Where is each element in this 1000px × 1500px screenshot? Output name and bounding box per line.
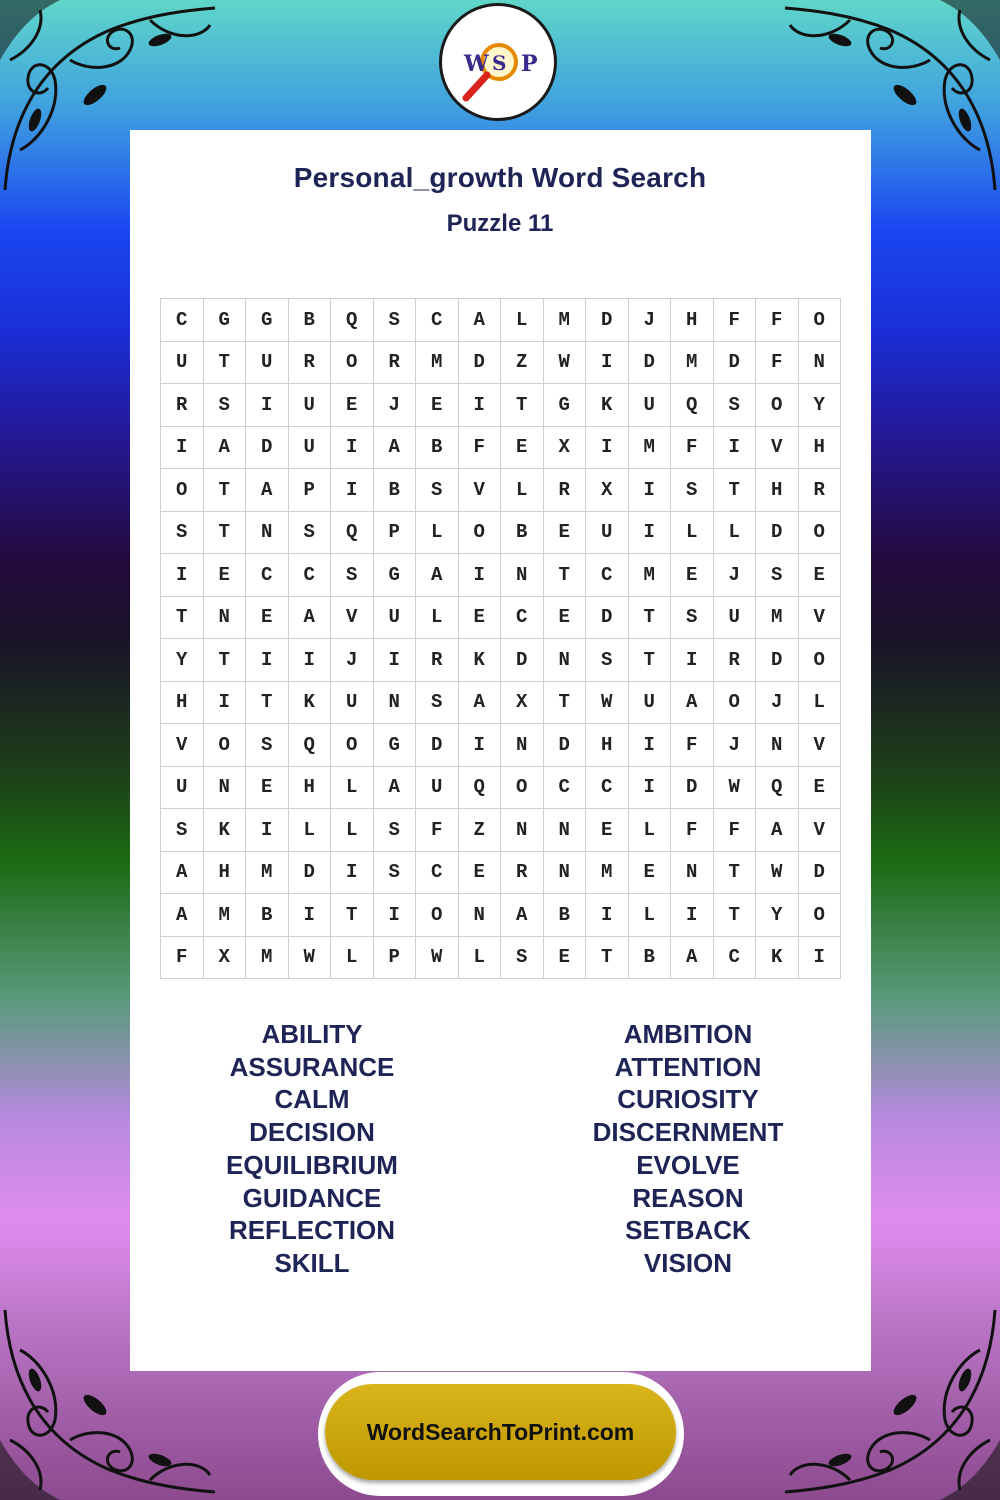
- grid-cell[interactable]: N: [501, 724, 544, 767]
- grid-cell[interactable]: I: [459, 724, 502, 767]
- grid-cell[interactable]: E: [459, 597, 502, 640]
- grid-cell[interactable]: L: [671, 512, 714, 555]
- grid-cell[interactable]: L: [331, 767, 374, 810]
- grid-cell[interactable]: S: [501, 937, 544, 980]
- grid-cell[interactable]: P: [374, 937, 417, 980]
- grid-cell[interactable]: W: [756, 852, 799, 895]
- grid-cell[interactable]: Q: [459, 767, 502, 810]
- grid-cell[interactable]: Q: [671, 384, 714, 427]
- grid-cell[interactable]: E: [544, 937, 587, 980]
- grid-cell[interactable]: D: [756, 639, 799, 682]
- grid-cell[interactable]: E: [501, 427, 544, 470]
- grid-cell[interactable]: S: [416, 469, 459, 512]
- grid-cell[interactable]: M: [544, 299, 587, 342]
- grid-cell[interactable]: H: [161, 682, 204, 725]
- grid-cell[interactable]: D: [544, 724, 587, 767]
- word-list-item: EQUILIBRIUM: [226, 1149, 398, 1180]
- grid-cell[interactable]: O: [799, 299, 842, 342]
- grid-cell[interactable]: X: [204, 937, 247, 980]
- word-list-item: REFLECTION: [228, 1215, 396, 1246]
- grid-cell[interactable]: E: [544, 512, 587, 555]
- grid-cell[interactable]: B: [246, 894, 289, 937]
- grid-cell[interactable]: I: [246, 809, 289, 852]
- grid-cell[interactable]: P: [374, 512, 417, 555]
- grid-cell[interactable]: C: [161, 299, 204, 342]
- grid-cell[interactable]: O: [331, 724, 374, 767]
- grid-cell[interactable]: S: [671, 597, 714, 640]
- grid-cell[interactable]: L: [501, 469, 544, 512]
- grid-cell[interactable]: G: [204, 299, 247, 342]
- grid-cell[interactable]: I: [289, 639, 332, 682]
- grid-cell[interactable]: O: [161, 469, 204, 512]
- grid-cell[interactable]: K: [204, 809, 247, 852]
- grid-cell[interactable]: C: [289, 554, 332, 597]
- grid-cell[interactable]: U: [374, 597, 417, 640]
- grid-cell[interactable]: F: [756, 342, 799, 385]
- grid-cell[interactable]: L: [289, 809, 332, 852]
- word-list-item: CURIOSITY: [617, 1084, 759, 1115]
- grid-cell[interactable]: A: [374, 767, 417, 810]
- grid-cell[interactable]: N: [671, 852, 714, 895]
- grid-cell[interactable]: I: [246, 384, 289, 427]
- grid-cell[interactable]: O: [799, 894, 842, 937]
- grid-cell[interactable]: N: [544, 639, 587, 682]
- grid-cell[interactable]: L: [629, 894, 672, 937]
- grid-cell[interactable]: S: [161, 809, 204, 852]
- grid-cell[interactable]: T: [544, 554, 587, 597]
- grid-cell[interactable]: N: [246, 512, 289, 555]
- grid-cell[interactable]: E: [204, 554, 247, 597]
- grid-cell[interactable]: U: [416, 767, 459, 810]
- grid-cell[interactable]: D: [629, 342, 672, 385]
- grid-cell[interactable]: T: [204, 639, 247, 682]
- grid-cell[interactable]: U: [629, 682, 672, 725]
- grid-cell[interactable]: B: [501, 512, 544, 555]
- grid-cell[interactable]: D: [501, 639, 544, 682]
- grid-cell[interactable]: V: [756, 427, 799, 470]
- grid-cell[interactable]: Q: [331, 299, 374, 342]
- grid-cell[interactable]: I: [586, 342, 629, 385]
- grid-cell[interactable]: T: [714, 894, 757, 937]
- grid-cell[interactable]: A: [161, 894, 204, 937]
- grid-cell[interactable]: T: [629, 639, 672, 682]
- word-list-item: ABILITY: [261, 1019, 363, 1049]
- grid-cell[interactable]: J: [714, 554, 757, 597]
- grid-cell[interactable]: I: [629, 512, 672, 555]
- grid-cell[interactable]: S: [246, 724, 289, 767]
- grid-cell[interactable]: I: [459, 554, 502, 597]
- grid-cell[interactable]: T: [586, 937, 629, 980]
- grid-cell[interactable]: L: [331, 937, 374, 980]
- grid-cell[interactable]: L: [459, 937, 502, 980]
- grid-cell[interactable]: W: [544, 342, 587, 385]
- grid-cell[interactable]: E: [544, 597, 587, 640]
- grid-cell[interactable]: S: [714, 384, 757, 427]
- grid-cell[interactable]: I: [459, 384, 502, 427]
- grid-cell[interactable]: S: [204, 384, 247, 427]
- word-list-item: EVOLVE: [636, 1149, 740, 1180]
- grid-cell[interactable]: X: [501, 682, 544, 725]
- magnifier-logo-icon: [442, 6, 554, 118]
- grid-cell[interactable]: C: [714, 937, 757, 980]
- grid-cell[interactable]: R: [374, 342, 417, 385]
- grid-cell[interactable]: A: [289, 597, 332, 640]
- grid-cell[interactable]: O: [799, 639, 842, 682]
- grid-cell[interactable]: F: [671, 724, 714, 767]
- grid-cell[interactable]: N: [204, 767, 247, 810]
- grid-cell[interactable]: U: [161, 342, 204, 385]
- grid-cell[interactable]: M: [204, 894, 247, 937]
- grid-cell[interactable]: H: [799, 427, 842, 470]
- logo-letter-s: S: [492, 51, 507, 75]
- grid-cell[interactable]: I: [374, 894, 417, 937]
- grid-cell[interactable]: S: [374, 809, 417, 852]
- grid-cell[interactable]: K: [459, 639, 502, 682]
- grid-cell[interactable]: S: [289, 512, 332, 555]
- grid-cell[interactable]: L: [416, 597, 459, 640]
- grid-cell[interactable]: F: [671, 427, 714, 470]
- grid-cell[interactable]: S: [374, 299, 417, 342]
- grid-cell[interactable]: S: [671, 469, 714, 512]
- grid-cell[interactable]: M: [629, 427, 672, 470]
- grid-cell[interactable]: A: [204, 427, 247, 470]
- grid-cell[interactable]: G: [374, 554, 417, 597]
- grid-cell[interactable]: U: [629, 384, 672, 427]
- grid-cell[interactable]: I: [799, 937, 842, 980]
- grid-cell[interactable]: L: [714, 512, 757, 555]
- word-list-item: VISION: [643, 1247, 733, 1278]
- grid-cell[interactable]: K: [586, 384, 629, 427]
- grid-cell[interactable]: A: [756, 809, 799, 852]
- grid-cell[interactable]: I: [331, 427, 374, 470]
- grid-cell[interactable]: L: [799, 682, 842, 725]
- grid-cell[interactable]: N: [204, 597, 247, 640]
- grid-cell[interactable]: L: [501, 299, 544, 342]
- grid-cell[interactable]: A: [246, 469, 289, 512]
- grid-cell[interactable]: A: [671, 682, 714, 725]
- grid-cell[interactable]: R: [714, 639, 757, 682]
- grid-cell[interactable]: M: [416, 342, 459, 385]
- word-list-item: AMBITION: [623, 1019, 753, 1049]
- grid-cell[interactable]: B: [289, 299, 332, 342]
- grid-cell[interactable]: A: [416, 554, 459, 597]
- grid-cell[interactable]: I: [586, 894, 629, 937]
- grid-cell[interactable]: F: [416, 809, 459, 852]
- grid-cell[interactable]: I: [161, 427, 204, 470]
- grid-cell[interactable]: R: [544, 469, 587, 512]
- grid-cell[interactable]: H: [289, 767, 332, 810]
- grid-cell[interactable]: E: [586, 809, 629, 852]
- word-list-item: CALM: [274, 1084, 350, 1115]
- word-list-item: DISCERNMENT: [592, 1117, 784, 1148]
- grid-cell[interactable]: C: [586, 767, 629, 810]
- grid-cell[interactable]: J: [374, 384, 417, 427]
- grid-cell[interactable]: T: [204, 469, 247, 512]
- grid-cell[interactable]: N: [501, 809, 544, 852]
- grid-cell[interactable]: N: [544, 809, 587, 852]
- grid-cell[interactable]: T: [204, 512, 247, 555]
- word-list-item: GUIDANCE: [242, 1182, 382, 1213]
- grid-cell[interactable]: T: [544, 682, 587, 725]
- grid-cell[interactable]: E: [799, 554, 842, 597]
- letter-grid[interactable]: [160, 298, 841, 979]
- grid-cell[interactable]: T: [204, 342, 247, 385]
- grid-cell[interactable]: N: [544, 852, 587, 895]
- grid-cell[interactable]: D: [671, 767, 714, 810]
- grid-cell[interactable]: K: [289, 682, 332, 725]
- grid-cell[interactable]: I: [374, 639, 417, 682]
- grid-cell[interactable]: H: [671, 299, 714, 342]
- grid-cell[interactable]: I: [246, 639, 289, 682]
- grid-cell[interactable]: L: [629, 809, 672, 852]
- grid-cell[interactable]: T: [161, 597, 204, 640]
- grid-cell[interactable]: A: [459, 682, 502, 725]
- word-list-item: SKILL: [274, 1247, 350, 1278]
- grid-cell[interactable]: K: [756, 937, 799, 980]
- grid-cell[interactable]: I: [629, 724, 672, 767]
- grid-cell[interactable]: C: [586, 554, 629, 597]
- grid-cell[interactable]: D: [799, 852, 842, 895]
- grid-cell[interactable]: R: [289, 342, 332, 385]
- grid-cell[interactable]: F: [714, 809, 757, 852]
- grid-cell[interactable]: R: [799, 469, 842, 512]
- word-list-item: DECISION: [249, 1117, 375, 1148]
- grid-cell[interactable]: F: [756, 299, 799, 342]
- grid-cell[interactable]: N: [756, 724, 799, 767]
- grid-cell[interactable]: B: [416, 427, 459, 470]
- grid-cell[interactable]: F: [459, 427, 502, 470]
- grid-cell[interactable]: O: [756, 384, 799, 427]
- grid-cell[interactable]: J: [756, 682, 799, 725]
- grid-cell[interactable]: I: [161, 554, 204, 597]
- grid-cell[interactable]: X: [586, 469, 629, 512]
- wsp-logo[interactable]: [439, 3, 557, 121]
- grid-cell[interactable]: W: [714, 767, 757, 810]
- grid-cell[interactable]: I: [629, 469, 672, 512]
- grid-cell[interactable]: O: [459, 512, 502, 555]
- grid-cell[interactable]: Q: [756, 767, 799, 810]
- grid-cell[interactable]: U: [331, 682, 374, 725]
- grid-cell[interactable]: T: [246, 682, 289, 725]
- word-list-right: [538, 1018, 838, 1280]
- grid-cell[interactable]: D: [756, 512, 799, 555]
- grid-cell[interactable]: O: [714, 682, 757, 725]
- grid-cell[interactable]: S: [374, 852, 417, 895]
- grid-cell[interactable]: E: [246, 597, 289, 640]
- grid-cell[interactable]: B: [374, 469, 417, 512]
- grid-cell[interactable]: M: [629, 554, 672, 597]
- grid-cell[interactable]: B: [629, 937, 672, 980]
- website-link-button[interactable]: WordSearchToPrint.com: [325, 1384, 676, 1480]
- grid-cell[interactable]: Y: [161, 639, 204, 682]
- grid-cell[interactable]: B: [544, 894, 587, 937]
- grid-cell[interactable]: Z: [501, 342, 544, 385]
- grid-cell[interactable]: T: [629, 597, 672, 640]
- word-list-item: ATTENTION: [614, 1051, 762, 1082]
- grid-cell[interactable]: O: [416, 894, 459, 937]
- grid-cell[interactable]: N: [374, 682, 417, 725]
- grid-cell[interactable]: S: [161, 512, 204, 555]
- grid-cell[interactable]: O: [331, 342, 374, 385]
- grid-cell[interactable]: F: [671, 809, 714, 852]
- logo-letter-p: P: [521, 51, 538, 77]
- grid-cell[interactable]: Y: [756, 894, 799, 937]
- grid-cell[interactable]: O: [799, 512, 842, 555]
- grid-cell[interactable]: A: [374, 427, 417, 470]
- grid-cell[interactable]: E: [331, 384, 374, 427]
- grid-cell[interactable]: M: [246, 852, 289, 895]
- grid-cell[interactable]: I: [331, 469, 374, 512]
- grid-cell[interactable]: D: [416, 724, 459, 767]
- grid-cell[interactable]: J: [331, 639, 374, 682]
- grid-cell[interactable]: C: [246, 554, 289, 597]
- grid-cell[interactable]: V: [161, 724, 204, 767]
- grid-cell[interactable]: D: [246, 427, 289, 470]
- grid-cell[interactable]: I: [331, 852, 374, 895]
- word-list-left: [162, 1018, 462, 1280]
- grid-cell[interactable]: A: [459, 299, 502, 342]
- grid-cell[interactable]: U: [289, 384, 332, 427]
- grid-cell[interactable]: M: [246, 937, 289, 980]
- grid-cell[interactable]: D: [714, 342, 757, 385]
- grid-cell[interactable]: C: [501, 597, 544, 640]
- grid-cell[interactable]: D: [586, 299, 629, 342]
- grid-cell[interactable]: Q: [289, 724, 332, 767]
- grid-cell[interactable]: G: [374, 724, 417, 767]
- grid-cell[interactable]: I: [671, 639, 714, 682]
- word-list-item: ASSURANCE: [229, 1051, 395, 1082]
- grid-cell[interactable]: H: [586, 724, 629, 767]
- grid-cell[interactable]: C: [416, 852, 459, 895]
- grid-cell[interactable]: I: [586, 427, 629, 470]
- grid-cell[interactable]: I: [204, 682, 247, 725]
- grid-cell[interactable]: C: [416, 299, 459, 342]
- grid-cell[interactable]: J: [714, 724, 757, 767]
- grid-cell[interactable]: U: [714, 597, 757, 640]
- grid-cell[interactable]: Z: [459, 809, 502, 852]
- grid-cell[interactable]: U: [246, 342, 289, 385]
- grid-cell[interactable]: S: [756, 554, 799, 597]
- grid-cell[interactable]: R: [161, 384, 204, 427]
- grid-cell[interactable]: T: [501, 384, 544, 427]
- grid-cell[interactable]: D: [459, 342, 502, 385]
- grid-cell[interactable]: H: [204, 852, 247, 895]
- grid-cell[interactable]: R: [416, 639, 459, 682]
- grid-cell[interactable]: I: [714, 427, 757, 470]
- grid-cell[interactable]: T: [331, 894, 374, 937]
- grid-cell[interactable]: E: [799, 767, 842, 810]
- grid-cell[interactable]: N: [501, 554, 544, 597]
- grid-cell[interactable]: G: [246, 299, 289, 342]
- grid-cell[interactable]: I: [289, 894, 332, 937]
- grid-cell[interactable]: R: [501, 852, 544, 895]
- grid-cell[interactable]: P: [289, 469, 332, 512]
- grid-cell[interactable]: S: [586, 639, 629, 682]
- word-list-item: SETBACK: [625, 1215, 751, 1246]
- grid-cell[interactable]: G: [544, 384, 587, 427]
- grid-cell[interactable]: W: [289, 937, 332, 980]
- grid-cell[interactable]: H: [756, 469, 799, 512]
- grid-cell[interactable]: T: [714, 469, 757, 512]
- grid-cell[interactable]: V: [331, 597, 374, 640]
- grid-cell[interactable]: O: [204, 724, 247, 767]
- grid-cell[interactable]: N: [799, 342, 842, 385]
- puzzle-number: Puzzle 11: [446, 210, 554, 237]
- grid-cell[interactable]: N: [459, 894, 502, 937]
- grid-cell[interactable]: E: [459, 852, 502, 895]
- grid-cell[interactable]: E: [629, 852, 672, 895]
- grid-cell[interactable]: V: [799, 597, 842, 640]
- grid-cell[interactable]: L: [331, 809, 374, 852]
- grid-cell[interactable]: E: [416, 384, 459, 427]
- grid-cell[interactable]: A: [501, 894, 544, 937]
- grid-cell[interactable]: X: [544, 427, 587, 470]
- grid-cell[interactable]: F: [161, 937, 204, 980]
- grid-cell[interactable]: M: [586, 852, 629, 895]
- grid-cell[interactable]: W: [416, 937, 459, 980]
- grid-cell[interactable]: V: [799, 809, 842, 852]
- grid-cell[interactable]: U: [586, 512, 629, 555]
- grid-cell[interactable]: O: [501, 767, 544, 810]
- grid-cell[interactable]: Y: [799, 384, 842, 427]
- grid-cell[interactable]: S: [416, 682, 459, 725]
- grid-cell[interactable]: J: [629, 299, 672, 342]
- grid-cell[interactable]: I: [671, 894, 714, 937]
- grid-cell[interactable]: C: [544, 767, 587, 810]
- grid-cell[interactable]: E: [671, 554, 714, 597]
- grid-cell[interactable]: W: [586, 682, 629, 725]
- page-title: Personal_growth Word Search: [293, 162, 707, 193]
- grid-cell[interactable]: I: [629, 767, 672, 810]
- grid-cell[interactable]: T: [714, 852, 757, 895]
- grid-cell[interactable]: F: [714, 299, 757, 342]
- word-list-item: REASON: [632, 1182, 744, 1213]
- grid-cell[interactable]: U: [289, 427, 332, 470]
- grid-cell[interactable]: D: [289, 852, 332, 895]
- grid-cell[interactable]: U: [161, 767, 204, 810]
- grid-cell[interactable]: E: [246, 767, 289, 810]
- grid-cell[interactable]: V: [459, 469, 502, 512]
- grid-cell[interactable]: M: [756, 597, 799, 640]
- grid-cell[interactable]: A: [671, 937, 714, 980]
- logo-letter-w: W: [464, 51, 489, 77]
- grid-cell[interactable]: V: [799, 724, 842, 767]
- grid-cell[interactable]: D: [586, 597, 629, 640]
- grid-cell[interactable]: M: [671, 342, 714, 385]
- grid-cell[interactable]: S: [331, 554, 374, 597]
- grid-cell[interactable]: Q: [331, 512, 374, 555]
- grid-cell[interactable]: L: [416, 512, 459, 555]
- grid-cell[interactable]: A: [161, 852, 204, 895]
